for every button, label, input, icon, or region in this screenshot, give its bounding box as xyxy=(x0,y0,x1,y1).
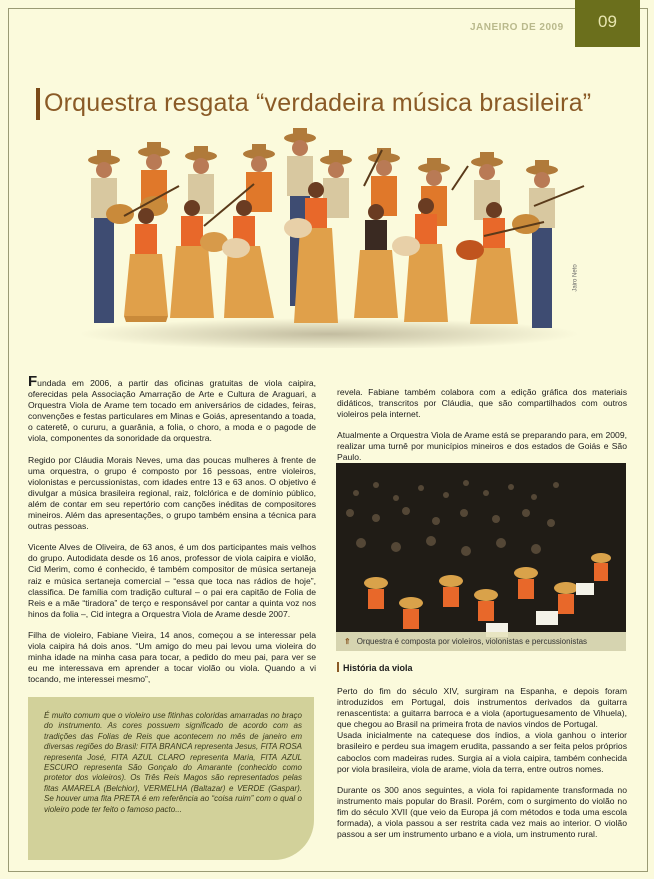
photo-credit: Jairo Neto xyxy=(572,264,579,292)
title-accent-bar xyxy=(36,88,40,120)
issue-date: JANEIRO DE 2009 xyxy=(470,22,564,33)
arrow-up-icon: ⇑ xyxy=(344,637,351,646)
caption-text: Orquestra é composta por violeiros, violonistas e percussionistas xyxy=(356,637,588,646)
section-heading: História da viola xyxy=(337,662,413,673)
fitas-info-box xyxy=(28,697,314,860)
page-number-badge: 09 xyxy=(575,0,640,47)
heading-accent-bar xyxy=(337,662,339,672)
paragraph: revela. Fabiane também colabora com a edição gráfica dos materiais didáticos, transcritos por Cláudia, que são compartilhados com outros violeiros pela internet. xyxy=(337,387,627,420)
paragraph: Vicente Alves de Oliveira, de 63 anos, é um dos participantes mais velhos do grupo. Autodidata desde os 16 anos, professor de viola caipira e violão, Cid Merim, como é conhecido, é também compositor de música sertaneja raiz e música sertaneja comercial – “essa que toca nas rádios de hoje”, classifica. De família com tradição cultural – o pai era capitão de Folia de Reis e a mãe “tiradora” de terço e responsável por cantar a quinta voz nos hinos da folia –, Cid integra a Orquestra Viola de Arame desde 2007. xyxy=(28,542,316,619)
info-box-text: É muito comum que o violeiro use fitinhas coloridas amarradas no braço do instrumento. As cores possuem significado de acordo com as tradições das Folias de Reis que acontecem no mês de janeiro em diversas regiões do Brasil: FITA BRANCA representa Jesus, FITA ROSA representa José, FITA AZUL CLARO representa Maria, FITA AZUL ESCURO representa São Gonçalo do Amarante (conhecido como protetor dos violeiros). Os Três Reis Magos são representados pelas fitas AMARELA (Belchior), VERMELHA (Baltazar) e VERDE (Gaspar). Se houver uma fita PRETA é em referência ao “coisa ruim” com o qual o violeiro pode ter feito o famoso pacto... xyxy=(44,711,302,814)
drop-cap: F xyxy=(28,373,38,390)
concert-photo xyxy=(336,463,626,651)
photo-caption xyxy=(336,632,626,651)
paragraph: Fundada em 2006, a partir das oficinas gratuitas de viola caipira, oferecidas pela Associação Amarração de Arte e Cultura de Araguari, a Orquestra Viola de Arame tem tocado em aniversários de cidades, feiras, convenções e festas particulares em Minas e Goiás, apresentando a toada, o cateretê, o cururu, a guarânia, a folia, o choro, a moda e o pagode de viola, componentes da sonoridade da orquestra. xyxy=(28,373,316,444)
paragraph: Durante os 300 anos seguintes, a viola foi rapidamente transformada no instrumento mais popular do Brasil. Porém, com o surgimento do violão no fim do século XVII (que veio da Europa já com métodos e toda uma escola formada), a viola passou a ser restrita cada vez mais ao interior. O violão passou a ser um instrumento urbano e a viola, um instrumento rural. xyxy=(337,784,627,840)
article-title: Orquestra resgata “verdadeira música brasileira” xyxy=(44,89,592,117)
paragraph: Perto do fim do século XIV, surgiram na Espanha, e depois foram introduzidos em Portugal, dois instrumentos derivados da guitarra renascentista: a guitarra barroca e a viola (aportuguesamento de Vihuela), que chegou ao Brasil na primeira frota de navios vindos de Portugal. xyxy=(337,686,627,730)
article-right-column xyxy=(337,387,627,474)
history-column xyxy=(337,686,627,850)
paragraph: Regido por Cláudia Morais Neves, uma das poucas mulheres à frente de uma orquestra, o grupo é composto por 16 pessoas, entre violeiros, violonistas e percussionistas, com idades entre 13 e 63 anos. O objetivo é divulgar a música brasileira regional, raiz, folclórica e de domínio público, além de contar em seu repertório com canções inéditas de compositores mineiros. Além das apresentações, o grupo também ensina a técnica para outras pessoas. xyxy=(28,454,316,532)
orchestra-group-photo xyxy=(64,126,594,348)
paragraph: Filha de violeiro, Fabiane Vieira, 14 anos, começou a se interessar pela viola caipira há dois anos. “Um amigo do meu pai levou uma violeira do minha idade na minha casa para tocar, a pedido do meu pai, para ver se eu me interessava em aprender a tocar violão ou viola. Quando a vi tocando, me interessei mesmo”, xyxy=(28,629,316,685)
paragraph: Atualmente a Orquestra Viola de Arame está se preparando para, em 2009, realizar uma turnê por municípios mineiros e dos estados de Goiás e São Paulo. xyxy=(337,430,627,463)
article-left-column xyxy=(28,373,316,695)
paragraph: Usada inicialmente na catequese dos índios, a viola ganhou o interior brasileiro e perdeu sua imagem erudita, passando a ser feita pelos próprios caboclos com madeiras rudes. Surgia aí a viola caipira, também conhecida por viola brasileira, viola de arame, viola da terra, entre outros nomes. xyxy=(337,730,627,774)
